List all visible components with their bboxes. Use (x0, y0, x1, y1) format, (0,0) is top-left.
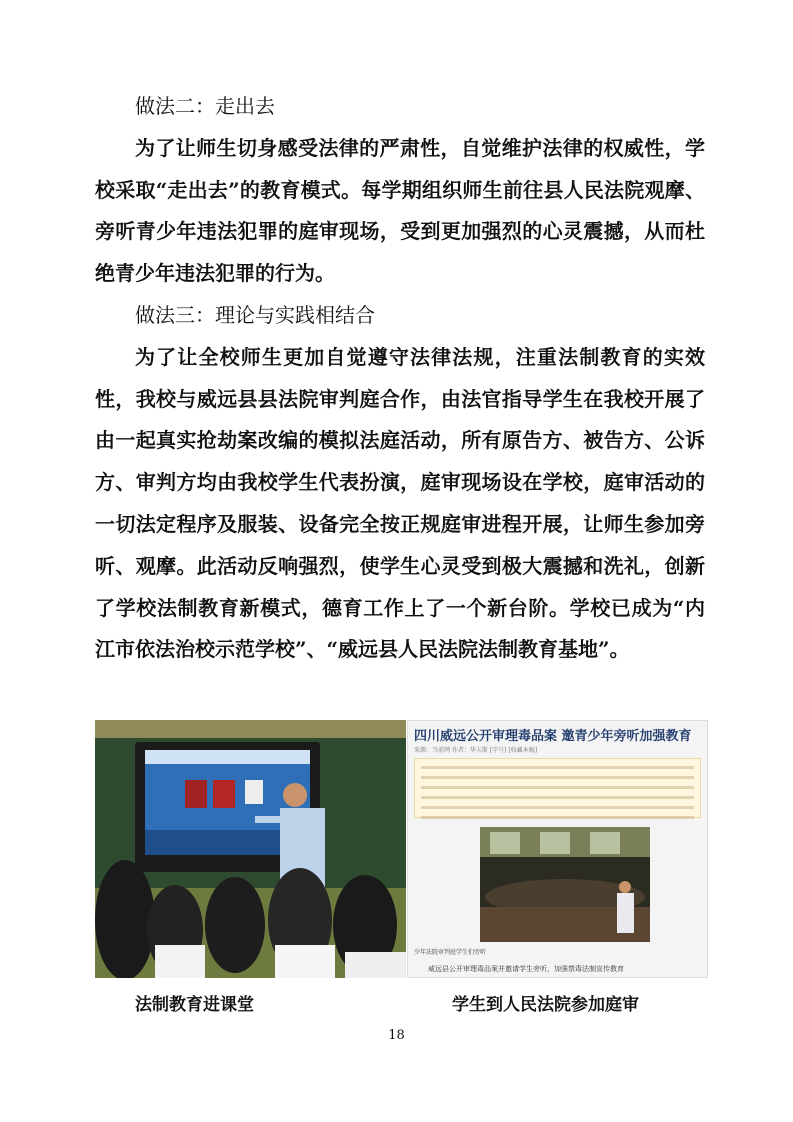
classroom-photo (95, 720, 406, 978)
left-photo-caption: 法制教育进课堂 (135, 995, 254, 1015)
web-photo-caption: 少年法院审判庭学生们旁听 (414, 949, 487, 956)
right-photo-caption: 学生到人民法院参加庭审 (452, 995, 639, 1015)
section-heading-2: 做法二：走出去 (135, 94, 275, 118)
body-text (95, 86, 705, 671)
page-number: 18 (388, 1028, 405, 1043)
courtroom-image (480, 827, 650, 942)
web-headline: 四川威远公开审理毒品案 邀青少年旁听加强教育 (414, 729, 692, 744)
section-heading-3: 做法三：理论与实践相结合 (135, 302, 375, 327)
paragraph-3: 为了让全校师生更加自觉遵守法律法规，注重法制教育的实效性，我校与威远县县法院审判庭合作，由法官指导学生在我校开展了由一起真实抢劫案改编的模拟法庭活动，所有原告方、被告方、公诉方、审判方均由我校学生代表扮演，庭审现场设在学校，庭审活动的一切法定程序及服装、设备完全按正规庭审进程开展，让师生参加旁听、观摩。此活动反响强烈，使学生心灵受到极大震撼和洗礼，创新了学校法制教育新模式，德育工作上了一个新台阶。学校已成为“内江市依法治校示范学校”、“威远县人民法院法制教育基地”。 (95, 344, 705, 662)
web-article-box (414, 758, 701, 818)
news-webpage-photo (407, 720, 708, 978)
web-meta: 来源：当前网 作者：华夫斯 [字号] [收藏本稿] (414, 747, 538, 754)
web-photo-description: 威远县公开审理毒品案并邀请学生旁听，加强禁毒法制宣传教育 (428, 965, 624, 973)
paragraph-2: 为了让师生切身感受法律的严肃性，自觉维护法律的权威性，学校采取“走出去”的教育模式。每学期组织师生前往县人民法院观摩、旁听青少年违法犯罪的庭审现场，受到更加强烈的心灵震撼，从而杜绝青少年违法犯罪的行为。 (95, 135, 705, 286)
